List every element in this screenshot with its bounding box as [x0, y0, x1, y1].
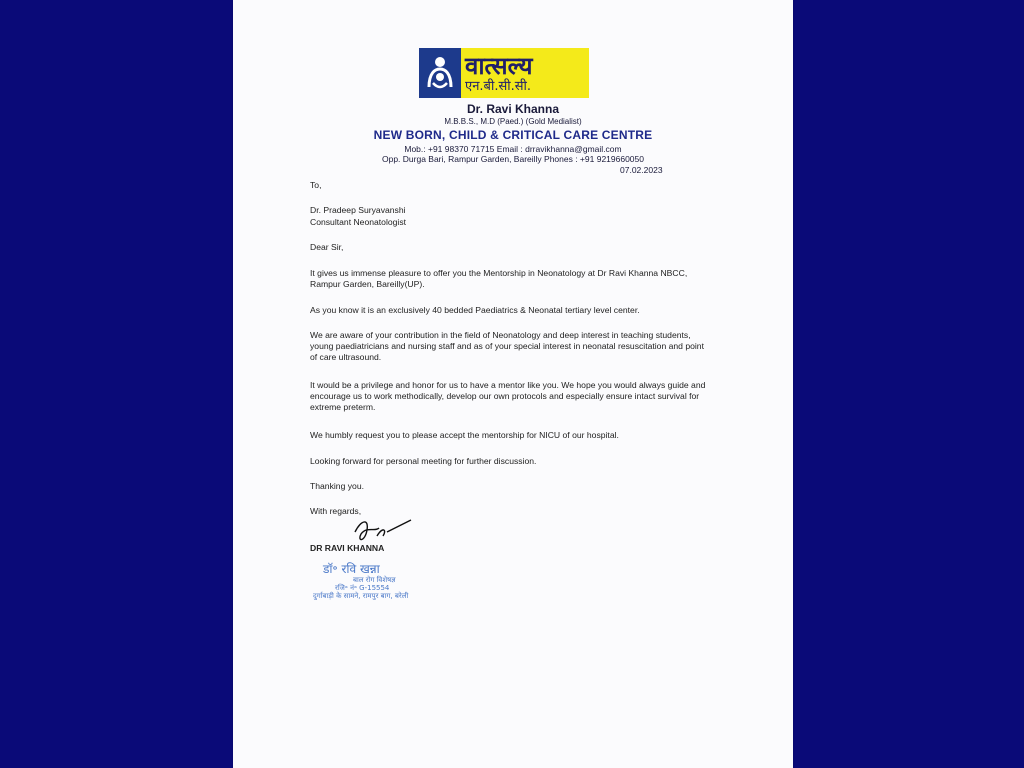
vatsalya-logo [419, 48, 589, 98]
contact-line: Mob.: +91 98370 71715 Email : drravikhanna@gmail.com [404, 144, 622, 154]
paragraph-contribution: We are aware of your contribution in the field of Neonatology and deep interest in teaching students, young paediatricians and nursing staff and as of your special interest in neonatal resuscitation and point of care ultrasound. [310, 330, 704, 362]
salutation-to: To, [310, 180, 322, 190]
logo-hindi-subtitle: एन.बी.सी.सी. [465, 78, 532, 94]
recipient-name: Dr. Pradeep Suryavanshi [310, 205, 406, 215]
paragraph-request: We humbly request you to please accept the mentorship for NICU of our hospital. [310, 430, 619, 440]
address-line: Opp. Durga Bari, Rampur Garden, Bareilly Phones : +91 9219660050 [381, 154, 644, 164]
signatory-name: DR RAVI KHANNA [310, 543, 385, 553]
paragraph-center-info: As you know it is an exclusively 40 bedded Paediatrics & Neonatal tertiary level center. [310, 305, 640, 315]
stamp-name: डॉ॰ रवि खन्ना [323, 562, 380, 576]
letter-date: 07.02.2023 [620, 165, 663, 175]
centre-name: NEW BORN, CHILD & CRITICAL CARE CENTRE [373, 128, 653, 142]
logo-hindi-title: वात्सल्य [465, 51, 533, 80]
paragraph-privilege: It would be a privilege and honor for us to have a mentor like you. We hope you would always guide and encourage us to work methodically, develop our own protocols and especially ensure intact survival for extreme preterm. [310, 380, 706, 412]
closing: With regards, [310, 506, 362, 516]
stamp-registration: रजि॰ नं॰ G-15554 [335, 584, 390, 592]
stamp-address: दुर्गाबाड़ी के सामने, रामपुर बाग, बरेली [313, 592, 409, 600]
letter-page [233, 0, 793, 768]
doctor-qualifications: M.B.B.S., M.D (Paed.) (Gold Medialist) [444, 117, 582, 126]
greeting: Dear Sir, [310, 242, 344, 252]
mother-child-logo-icon [419, 48, 461, 98]
doctor-name: Dr. Ravi Khanna [466, 102, 560, 116]
logo-wordmark [461, 48, 589, 98]
paragraph-thanking: Thanking you. [310, 481, 364, 491]
recipient-title: Consultant Neonatologist [310, 217, 407, 227]
stamp-speciality: बाल रोग विशेषज्ञ [353, 576, 396, 584]
paragraph-mentorship-offer: It gives us immense pleasure to offer you the Mentorship in Neonatology at Dr Ravi Khanna NBCC, Rampur Garden, Bareilly(UP). [310, 268, 688, 289]
paragraph-looking-forward: Looking forward for personal meeting for further discussion. [310, 456, 537, 466]
